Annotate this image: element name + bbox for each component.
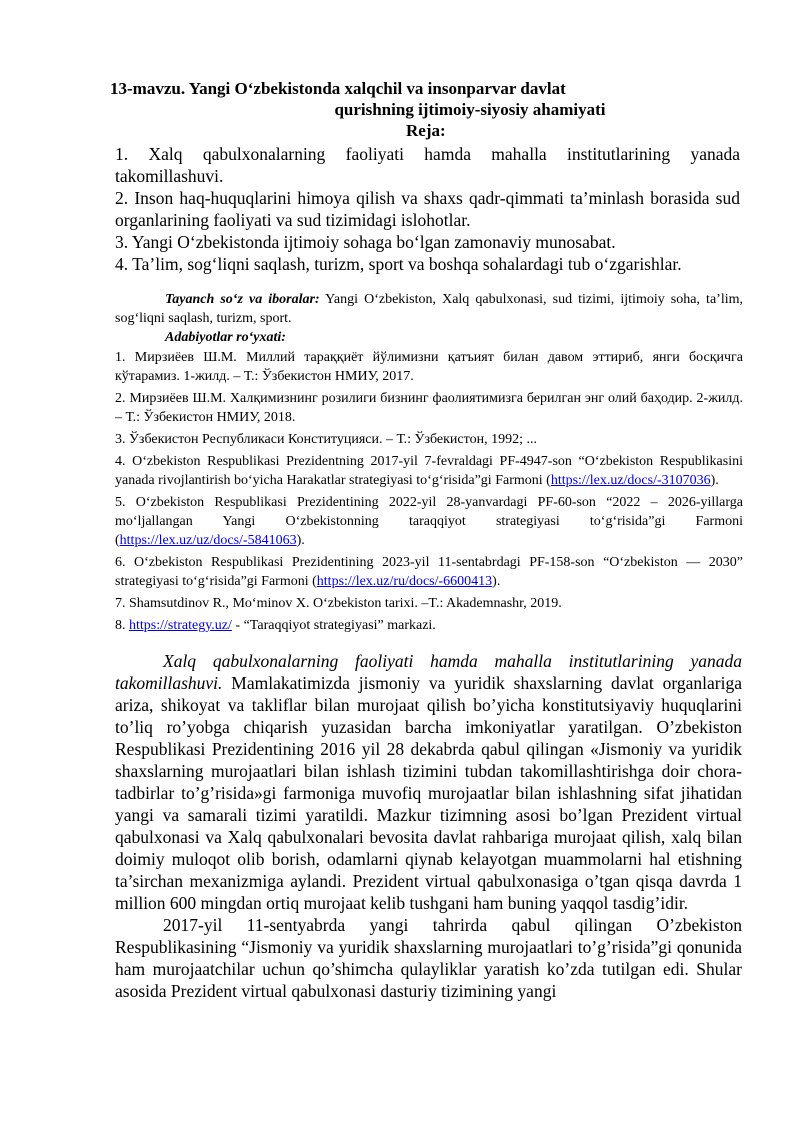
topic-title xyxy=(0,78,800,120)
plan-heading: Reja: xyxy=(406,121,446,140)
literature-list xyxy=(115,348,743,638)
literature-item-text: 5. O‘zbekiston Respublikasi Prezidentining 2022-yil 28-yanvardagi PF-60-son “2022 – 2026-yillarga mo‘ljallangan Yangi O‘zbekistonning taraqqiyot strategiyasi to‘g‘risida”gi Farmoni ( xyxy=(115,495,743,548)
literature-heading: Adabiyotlar ro‘yxati: xyxy=(165,330,286,345)
literature-item-text: 6. O‘zbekiston Respublikasi Prezidentining 2023-yil 11-sentabrdagi PF-158-son “O‘zbekiston — 2030” strategiyasi to‘g‘risida”gi Farmoni ( xyxy=(115,555,743,589)
literature-item: 2. Мирзиёев Ш.М. Халқимизнинг розилиги бизнинг фаолиятимизга берилган энг олий баҳодир. 2-жилд. – Т.: Ўзбекистон НМИУ, 2018. xyxy=(115,391,743,425)
literature-item: 7. Shamsutdinov R., Mo‘minov X. O‘zbekiston tarixi. –T.: Akademnashr, 2019. xyxy=(115,596,562,611)
topic-title-line-2: qurishning ijtimoiy-siyosiy ahamiyati xyxy=(334,100,606,119)
literature-item xyxy=(115,553,743,591)
plan-item: 1. Xalq qabulxonalarning faoliyati hamda mahalla institutlarining yanada takomillashuvi. xyxy=(115,144,740,186)
plan-item: 4. Ta’lim, sog‘liqni saqlash, turizm, sport va boshqa sohalardagi tub o‘zgarishlar. xyxy=(115,254,682,274)
keywords-text: Yangi O‘zbekiston, Xalq qabulxonasi, sud tizimi, ijtimoiy soha, ta’lim, sog‘liqni saqlash, turizm, sport. xyxy=(115,292,743,326)
literature-item-text: ). xyxy=(492,574,501,589)
keywords-paragraph xyxy=(115,290,743,328)
plan-item: 3. Yangi O‘zbekistonda ijtimoiy sohaga bo‘lgan zamonaviy munosabat. xyxy=(115,232,616,252)
main-text xyxy=(115,650,742,1002)
topic-title-line-1: 13-mavzu. Yangi O‘zbekistonda xalqchil va insonparvar davlat xyxy=(110,79,566,98)
section-lead: Xalq qabulxonalarning faoliyati hamda mahalla institutlarining yanada takomillashuvi. xyxy=(115,651,742,693)
literature-item xyxy=(115,616,743,635)
body-paragraph-text: Mamlakatimizda jismoniy va yuridik shaxslarning davlat organlariga ariza, shikoyat va takliflar bilan murojaat qilish bo’yicha konstitutsiyaviy huquqlarini to’liq ro’yobga chiqarish yuzasidan barcha imkoniyatlar yaratilgan. O’zbekiston Respublikasi Prezidentining 2016 yil 28 dekabrda qabul qilingan «Jismoniy va yuridik shaxslarning murojaatlari bilan ishlash tizimini tubdan takomillashtirishga doir chora-tadbirlar to’g’risida»gi farmoniga muvofiq murojaatlar bilan ishlashning sifat jihatidan yangi va samarali tizimi yaratildi. Mazkur tizimning asosi bo’lgan Prezident virtual qabulxonasi va Xalq qabulxonalari bevosita davlat rahbariga murojaat qilish, xalq bilan doimiy muloqot olib borish, odamlarni qiynab kelayotgan muammolarni hal etishning ta’sirchan mexanizmiga aylandi. Prezident virtual qabulxonasiga o’tgan qisqa davrda 1 million 600 mingdan ortiq murojaat kelib tushgani ham buning yaqqol tasdig’idir. xyxy=(115,673,742,913)
literature-item-text: ). xyxy=(710,473,719,488)
literature-item: 1. Мирзиёев Ш.М. Миллий тараққиёт йўлимизни қатъият билан давом эттириб, янги босқичга кўтарамиз. 1-жилд. – Т.: Ўзбекистон НМИУ, 2017. xyxy=(115,350,743,384)
literature-link[interactable]: https://lex.uz/ru/docs/-6600413 xyxy=(316,574,493,589)
literature-item xyxy=(115,452,743,490)
literature-item-text: ). xyxy=(296,533,305,548)
plan-item: 2. Inson haq-huquqlarini himoya qilish va shaxs qadr-qimmati ta’minlash borasida sud organlarining faoliyati va sud tizimidagi islohotlar. xyxy=(115,188,740,230)
literature-link[interactable]: https://strategy.uz/ xyxy=(129,618,232,633)
keywords-label: Tayanch so‘z va iboralar: xyxy=(165,292,320,307)
literature-item xyxy=(115,493,743,550)
literature-item: 3. Ўзбекистон Республикаси Конституцияси. – Т.: Ўзбекистон, 1992; ... xyxy=(115,432,537,447)
literature-link[interactable]: https://lex.uz/docs/-3107036 xyxy=(550,473,711,488)
plan-list xyxy=(115,143,740,275)
literature-link[interactable]: https://lex.uz/uz/docs/-5841063 xyxy=(119,533,297,548)
body-paragraph xyxy=(115,650,742,914)
literature-item-text: 8. xyxy=(115,618,129,633)
body-paragraph: 2017-yil 11-sentyabrda yangi tahrirda qabul qilingan O’zbekiston Respublikasining “Jismoniy va yuridik shaxslarning murojaatlari to’g’risida”gi qonunida ham murojaatchilar uchun qo’shimcha qulayliklar yaratish ko’zda tutilgan edi. Shular asosida Prezident virtual qabulxonasi dasturiy tizimining yangi xyxy=(115,915,742,1001)
literature-item-text: 4. O‘zbekiston Respublikasi Prezidentning 2017-yil 7-fevraldagi PF-4947-son “O‘zbekiston Respublikasini yanada rivojlantirish bo‘yicha Harakatlar strategiyasi to‘g‘risida”gi Farmoni ( xyxy=(115,454,743,488)
literature-item-text: - “Taraqqiyot strategiyasi” markazi. xyxy=(231,618,436,633)
